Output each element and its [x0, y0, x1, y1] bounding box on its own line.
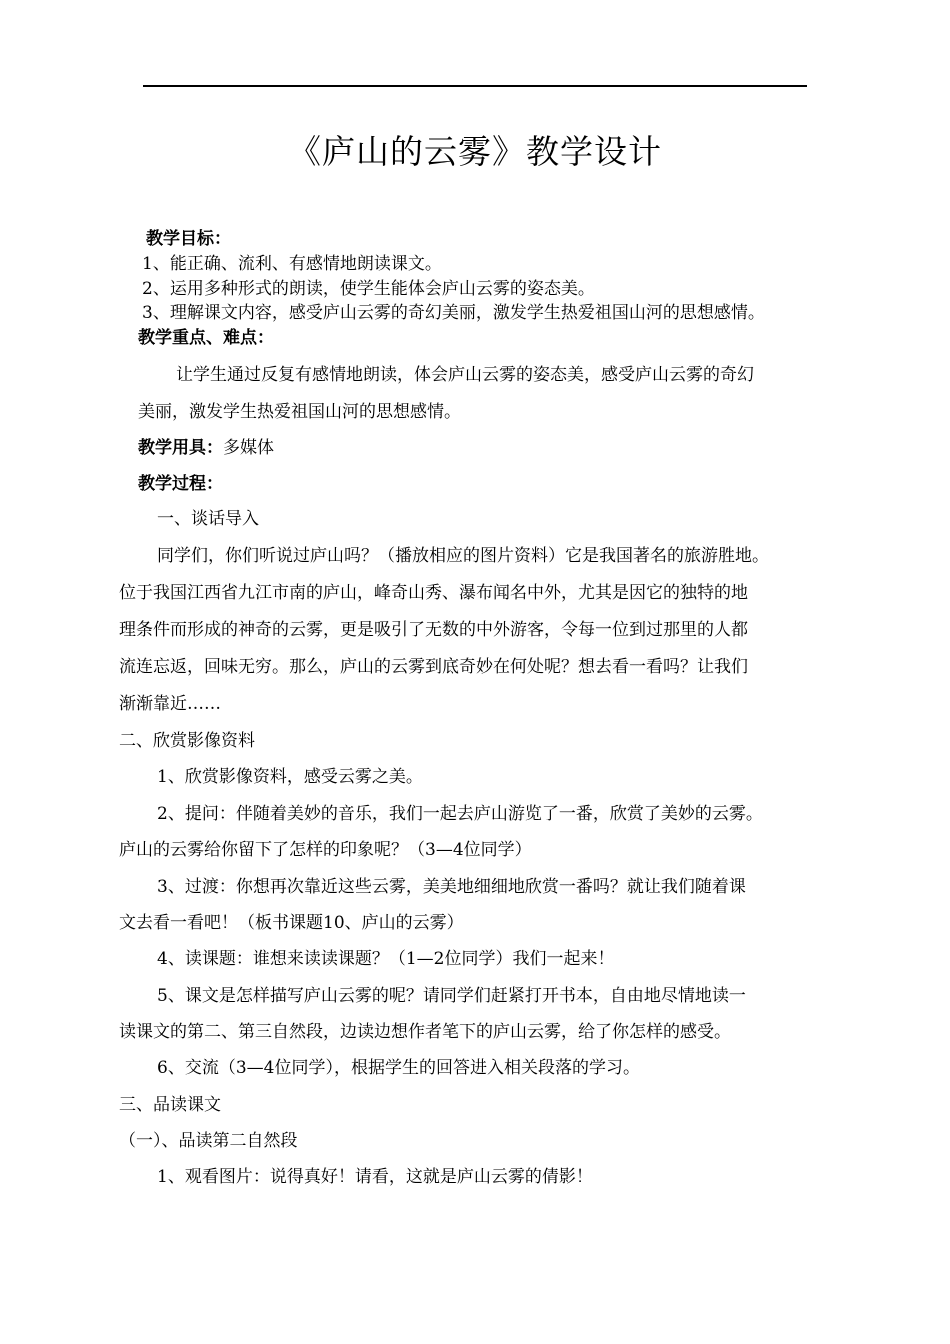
key-points-text: 美丽，激发学生热爱祖国山河的思想感情。	[138, 402, 461, 422]
paragraph-line: 6、交流（3—4位同学），根据学生的回答进入相关段落的学习。	[157, 1058, 640, 1078]
objective-item: 1、能正确、流利、有感情地朗读课文。	[142, 254, 442, 274]
paragraph-line: 2、提问：伴随着美妙的音乐，我们一起去庐山游览了一番，欣赏了美妙的云雾。	[157, 804, 763, 824]
key-points-text: 让学生通过反复有感情地朗读，体会庐山云雾的姿态美，感受庐山云雾的奇幻	[176, 365, 754, 385]
paragraph-line: 5、课文是怎样描写庐山云雾的呢？请同学们赶紧打开书本，自由地尽情地读一	[157, 986, 746, 1006]
paragraph-line: 3、过渡：你想再次靠近这些云雾，美美地细细地欣赏一番吗？就让我们随着课	[157, 877, 746, 897]
paragraph-line: 4、读课题：谁想来读读课题？（1—2位同学）我们一起来！	[157, 949, 615, 969]
subsection-heading: （一）、品读第二自然段	[119, 1131, 298, 1151]
paragraph-line: 1、欣赏影像资料，感受云雾之美。	[157, 767, 423, 787]
section-heading: 一、谈话导入	[157, 509, 259, 529]
objectives-heading: 教学目标：	[146, 229, 231, 249]
paragraph-line: 位于我国江西省九江市南的庐山，峰奇山秀、瀑布闻名中外，尤其是因它的独特的地	[119, 583, 748, 603]
section-heading: 三、品读课文	[119, 1095, 221, 1115]
paragraph-line: 庐山的云雾给你留下了怎样的印象呢？（3—4位同学）	[119, 840, 532, 860]
paragraph-line: 流连忘返，回味无穷。那么，庐山的云雾到底奇妙在何处呢？想去看一看吗？让我们	[119, 657, 748, 677]
paragraph-line: 理条件而形成的神奇的云雾，更是吸引了无数的中外游客，令每一位到过那里的人都	[119, 620, 748, 640]
document-title: 《庐山的云雾》教学设计	[288, 132, 662, 171]
key-points-heading: 教学重点、难点：	[138, 328, 274, 348]
paragraph-line: 同学们，你们听说过庐山吗？（播放相应的图片资料）它是我国著名的旅游胜地。	[157, 546, 769, 566]
paragraph-line: 读课文的第二、第三自然段，边读边想作者笔下的庐山云雾，给了你怎样的感受。	[119, 1022, 731, 1042]
objective-item: 2、运用多种形式的朗读，使学生能体会庐山云雾的姿态美。	[142, 279, 595, 299]
objective-item: 3、理解课文内容，感受庐山云雾的奇幻美丽，激发学生热爱祖国山河的思想感情。	[142, 303, 765, 323]
tools-line	[138, 437, 274, 459]
paragraph-line: 文去看一看吧！（板书课题10、庐山的云雾）	[119, 913, 464, 933]
tools-label: 教学用具：	[138, 438, 223, 458]
section-heading: 二、欣赏影像资料	[119, 731, 255, 751]
paragraph-line: 渐渐靠近……	[119, 694, 221, 714]
header-rule	[143, 85, 807, 87]
process-heading: 教学过程：	[138, 474, 223, 494]
tools-value: 多媒体	[223, 438, 274, 458]
paragraph-line: 1、观看图片：说得真好！请看，这就是庐山云雾的倩影！	[157, 1167, 593, 1187]
